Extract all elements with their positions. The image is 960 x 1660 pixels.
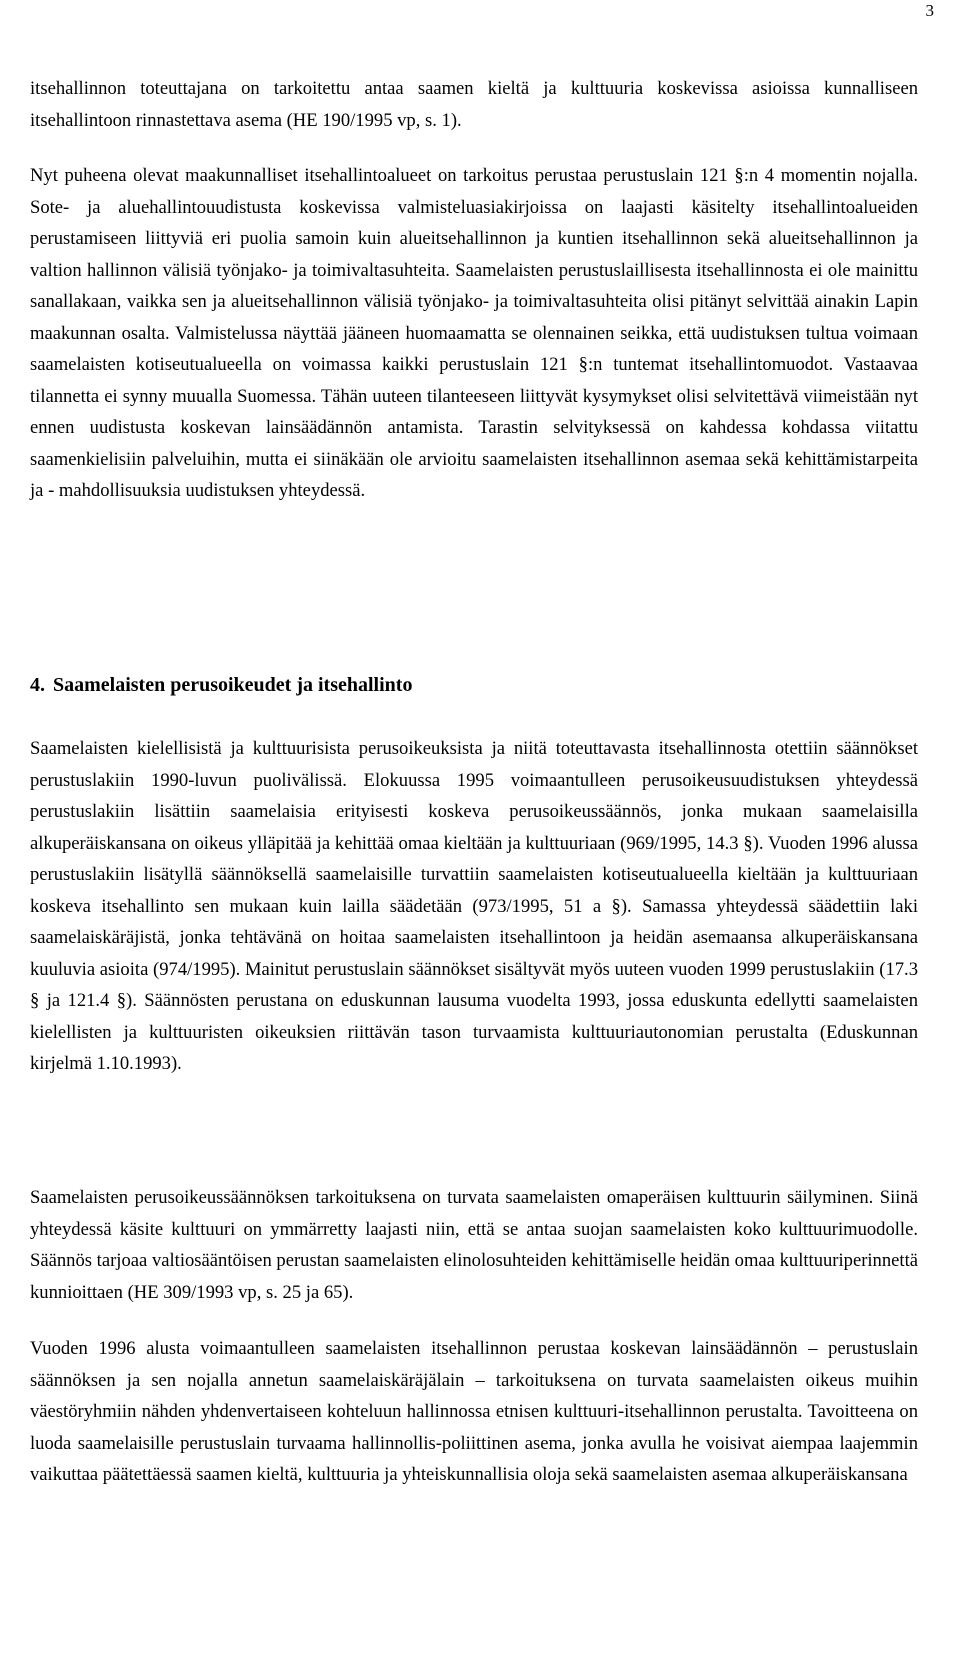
paragraph-culture-purpose: [30, 1182, 918, 1308]
paragraph: Nyt puheena olevat maakunnalliset itsehallintoalueet on tarkoitus perustaa perustuslain 121 §:n 4 momentin nojalla. Sote- ja aluehallintouudistusta koskevissa valmisteluasiakirjoissa on laajasti käsitelty itsehallintoalueiden perustamiseen liittyviä eri puolia samoin kuin alueitsehallinnon ja kuntien itsehallinnon sekä alueitsehallinnon ja valtion hallinnon välisiä työnjako- ja toimivaltasuhteita. Saamelaisten perustuslaillisesta itsehallinnosta ei ole mainittu sanallakaan, vaikka sen ja alueitsehallinnon välisiä työnjako- ja toimivaltasuhteita olisi pitänyt selvittää ainakin Lapin maakunnan osalta. Valmistelussa näyttää jääneen huomaamatta se olennainen seikka, että uudistuksen tultua voimaan saamelaisten kotiseutualueella on voimassa kaikki perustuslain 121 §:n tuntemat itsehallintomuodot. Vastaavaa tilannetta ei synny muualla Suomessa. Tähän uuteen tilanteeseen liittyvät kysymykset olisi selvitettävä viimeistään nyt ennen uudistusta koskevan lainsäädännön antamista. Tarastin selvityksessä on kahdessa kohdassa viitattu saamenkielisiin palveluihin, mutta ei siinäkään ole arvioitu saamelaisten itsehallinnon asemaa sekä kehittämistarpeita ja - mahdollisuuksia uudistuksen yhteydessä.: [30, 165, 918, 501]
paragraph-self-government-legislation: [30, 1333, 918, 1491]
section-heading: [30, 670, 412, 701]
paragraph: Vuoden 1996 alusta voimaantulleen saamelaisten itsehallinnon perustaa koskevan lainsäädännön – perustuslain säännöksen ja sen nojalla annetun saamelaiskäräjälain – tarkoituksena on turvata saamelaisten oikeus muihin väestöryhmiin nähden yhdenvertaiseen kohteluun hallinnossa etnisen kulttuuri-itsehallinnon perustalta. Tavoitteena on luoda saamelaisille perustuslain turvaama hallinnollis-poliittinen asema, jonka avulla he voisivat aiempaa laajemmin vaikuttaa päätettäessä saamen kieltä, kulttuuria ja yhteiskunnallisia oloja sekä saamelaisten asemaa alkuperäiskansana: [30, 1338, 918, 1485]
section-number: 4.: [30, 674, 45, 696]
page-number: 3: [925, 1, 934, 20]
paragraph: itsehallinnon toteuttajana on tarkoitettu antaa saamen kieltä ja kulttuuria koskevissa asioissa kunnalliseen itsehallintoon rinnastettava asema (HE 190/1995 vp, s. 1).: [30, 78, 918, 131]
paragraph: Saamelaisten perusoikeussäännöksen tarkoituksena on turvata saamelaisten omaperäisen kulttuurin säilyminen. Siinä yhteydessä käsite kulttuuri on ymmärretty laajasti niin, että se antaa suojan saamelaisten koko kulttuurimuodolle. Säännös tarjoaa valtiosääntöisen perustan saamelaisten elinolosuhteiden kehittämiselle heidän omaa kulttuuriperinnettä kunnioittaen (HE 309/1993 vp, s. 25 ja 65).: [30, 1187, 918, 1303]
paragraph-constitutional-rights: [30, 733, 918, 1080]
paragraph-regional-self-government: [30, 160, 918, 507]
section-title: Saamelaisten perusoikeudet ja itsehallinto: [53, 674, 413, 696]
paragraph-continuation: [30, 73, 918, 136]
paragraph: Saamelaisten kielellisistä ja kulttuurisista perusoikeuksista ja niitä toteuttavasta itsehallinnosta otettiin säännökset perustuslakiin 1990-luvun puolivälissä. Elokuussa 1995 voimaantulleen perusoikeusuudistuksen yhteydessä perustuslakiin lisättiin saamelaisia erityisesti koskeva perusoikeussäännös, jonka mukaan saamelaisilla alkuperäiskansana on oikeus ylläpitää ja kehittää omaa kieltään ja kulttuuriaan (969/1995, 14.3 §). Vuoden 1996 alussa perustuslakiin lisätyllä säännöksellä saamelaisille turvattiin saamelaisten kotiseutualueella kieltään ja kulttuuriaan koskeva itsehallinto sen mukaan kuin lailla säädetään (973/1995, 51 a §). Samassa yhteydessä säädettiin laki saamelaiskäräjistä, jonka tehtävänä on hoitaa saamelaisten itsehallintoon ja heidän asemaansa alkuperäiskansana kuuluvia asioita (974/1995). Mainitut perustuslain säännökset sisältyvät myös uuteen vuoden 1999 perustuslakiin (17.3 § ja 121.4 §). Säännösten perustana on eduskunnan lausuma vuodelta 1993, jossa eduskunta edellytti saamelaisten kielellisten ja kulttuuristen oikeuksien riittävän tason turvaamista kulttuuriautonomian perustalta (Eduskunnan kirjelmä 1.10.1993).: [30, 738, 918, 1074]
